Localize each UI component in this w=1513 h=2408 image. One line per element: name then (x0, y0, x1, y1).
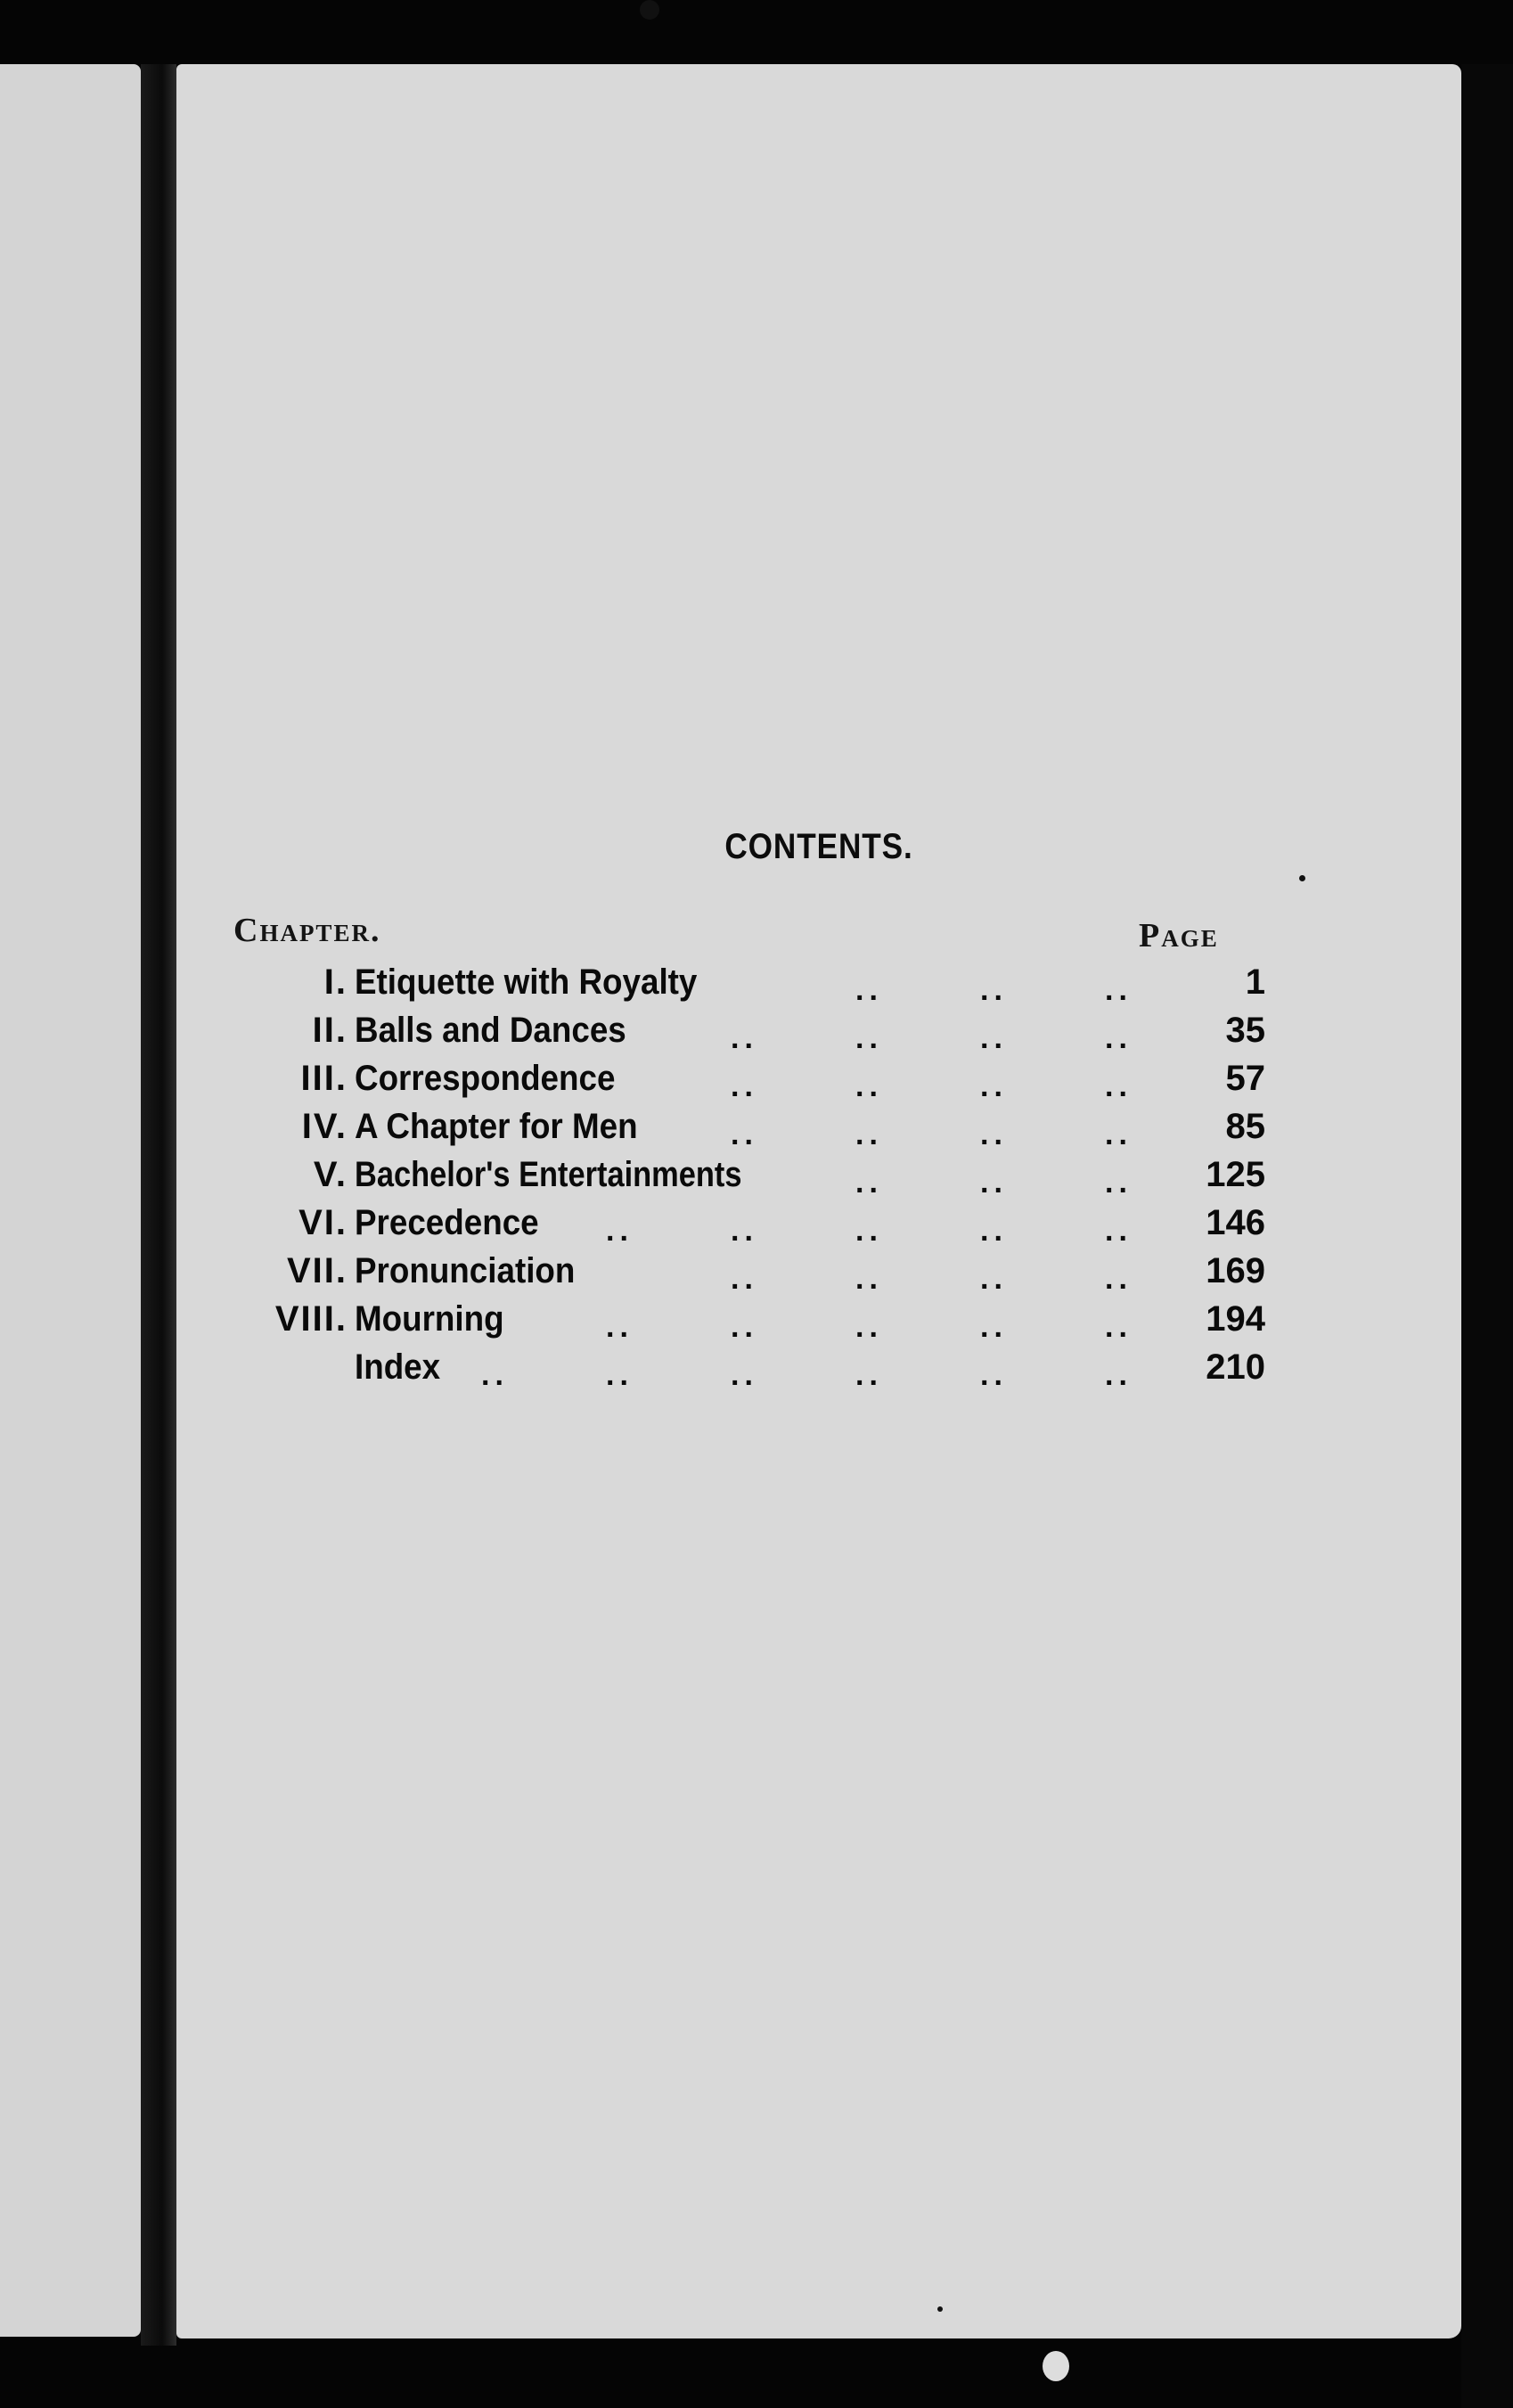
left-page-edge (0, 64, 141, 2337)
dot-leader: .. (481, 1358, 509, 1392)
toc-entry (214, 1247, 1265, 1295)
chapter-column-label: Chapter. (233, 912, 381, 949)
dot-leader: .. (731, 1021, 758, 1055)
dot-leader: .. (980, 1166, 1008, 1200)
dot-leader: .. (855, 1214, 883, 1248)
dot-leader: .. (980, 1358, 1008, 1392)
chapter-title: Precedence (355, 1203, 539, 1242)
contents-heading: CONTENTS. (724, 827, 913, 866)
dot-leader: .. (855, 1021, 883, 1055)
toc-entry (214, 1295, 1265, 1343)
chapter-number: V. (313, 1155, 348, 1194)
toc-entry (214, 1102, 1265, 1151)
dot-leader: .. (606, 1214, 634, 1248)
dot-leader: .. (731, 1262, 758, 1296)
chapter-title: Pronunciation (355, 1251, 576, 1290)
page-number: 125 (1206, 1155, 1265, 1194)
chapter-title: Bachelor's Entertainments (355, 1155, 742, 1194)
scan-border (1461, 64, 1513, 2408)
dot-leader: .. (731, 1358, 758, 1392)
dot-leader: .. (606, 1310, 634, 1344)
dot-leader: .. (1105, 1214, 1133, 1248)
chapter-title: Correspondence (355, 1059, 616, 1098)
dot-leader: .. (980, 1118, 1008, 1151)
chapter-number: I. (323, 962, 348, 1002)
dot-leader: .. (1105, 1310, 1133, 1344)
page-number: 146 (1206, 1203, 1265, 1242)
scan-speck (937, 2306, 943, 2312)
toc-entry (214, 958, 1265, 1006)
chapter-title: A Chapter for Men (355, 1107, 638, 1146)
toc-entry (214, 1151, 1265, 1199)
dot-leader: .. (855, 1069, 883, 1103)
dot-leader: .. (1105, 1358, 1133, 1392)
dot-leader: .. (731, 1118, 758, 1151)
dot-leader: .. (855, 1166, 883, 1200)
chapter-title: Etiquette with Royalty (355, 962, 698, 1002)
page-number: 85 (1225, 1107, 1265, 1146)
dot-leader: .. (980, 973, 1008, 1007)
page-number: 57 (1225, 1059, 1265, 1098)
dot-leader: .. (1105, 1262, 1133, 1296)
dot-leader: .. (1105, 1021, 1133, 1055)
chapter-number: VIII. (274, 1299, 348, 1339)
dot-leader: .. (1105, 1069, 1133, 1103)
chapter-title: Balls and Dances (355, 1011, 626, 1050)
book-spine (141, 64, 176, 2346)
chapter-title: Mourning (355, 1299, 504, 1339)
dot-leader: .. (980, 1214, 1008, 1248)
chapter-number: VI. (299, 1203, 348, 1242)
dot-leader: .. (855, 1358, 883, 1392)
page-number: 210 (1206, 1347, 1265, 1387)
scan-speck (640, 0, 659, 20)
dot-leader: .. (731, 1310, 758, 1344)
dot-leader: .. (731, 1069, 758, 1103)
chapter-number: III. (300, 1059, 348, 1098)
toc-entry (214, 1343, 1265, 1391)
dot-leader: .. (855, 973, 883, 1007)
dot-leader: .. (855, 1310, 883, 1344)
toc-entry (214, 1006, 1265, 1054)
toc-entry (214, 1199, 1265, 1247)
dot-leader: .. (980, 1069, 1008, 1103)
chapter-number: VII. (286, 1251, 348, 1290)
chapter-number: IV. (301, 1107, 348, 1146)
dot-leader: .. (1105, 973, 1133, 1007)
dot-leader: .. (980, 1021, 1008, 1055)
toc-entry (214, 1054, 1265, 1102)
dot-leader: .. (855, 1262, 883, 1296)
dot-leader: .. (1105, 1118, 1133, 1151)
page-number: 1 (1245, 962, 1265, 1002)
dot-leader: .. (980, 1262, 1008, 1296)
scan-speck (1299, 875, 1305, 881)
dot-leader: .. (980, 1310, 1008, 1344)
dot-leader: .. (606, 1358, 634, 1392)
page-number: 194 (1206, 1299, 1265, 1339)
scan-speck (1043, 2351, 1069, 2381)
dot-leader: .. (731, 1214, 758, 1248)
chapter-title: Index (355, 1347, 441, 1387)
page-number: 169 (1206, 1251, 1265, 1290)
chapter-number: II. (312, 1011, 348, 1050)
page-column-label: Page (1139, 917, 1219, 954)
page-number: 35 (1225, 1011, 1265, 1050)
dot-leader: .. (1105, 1166, 1133, 1200)
dot-leader: .. (855, 1118, 883, 1151)
